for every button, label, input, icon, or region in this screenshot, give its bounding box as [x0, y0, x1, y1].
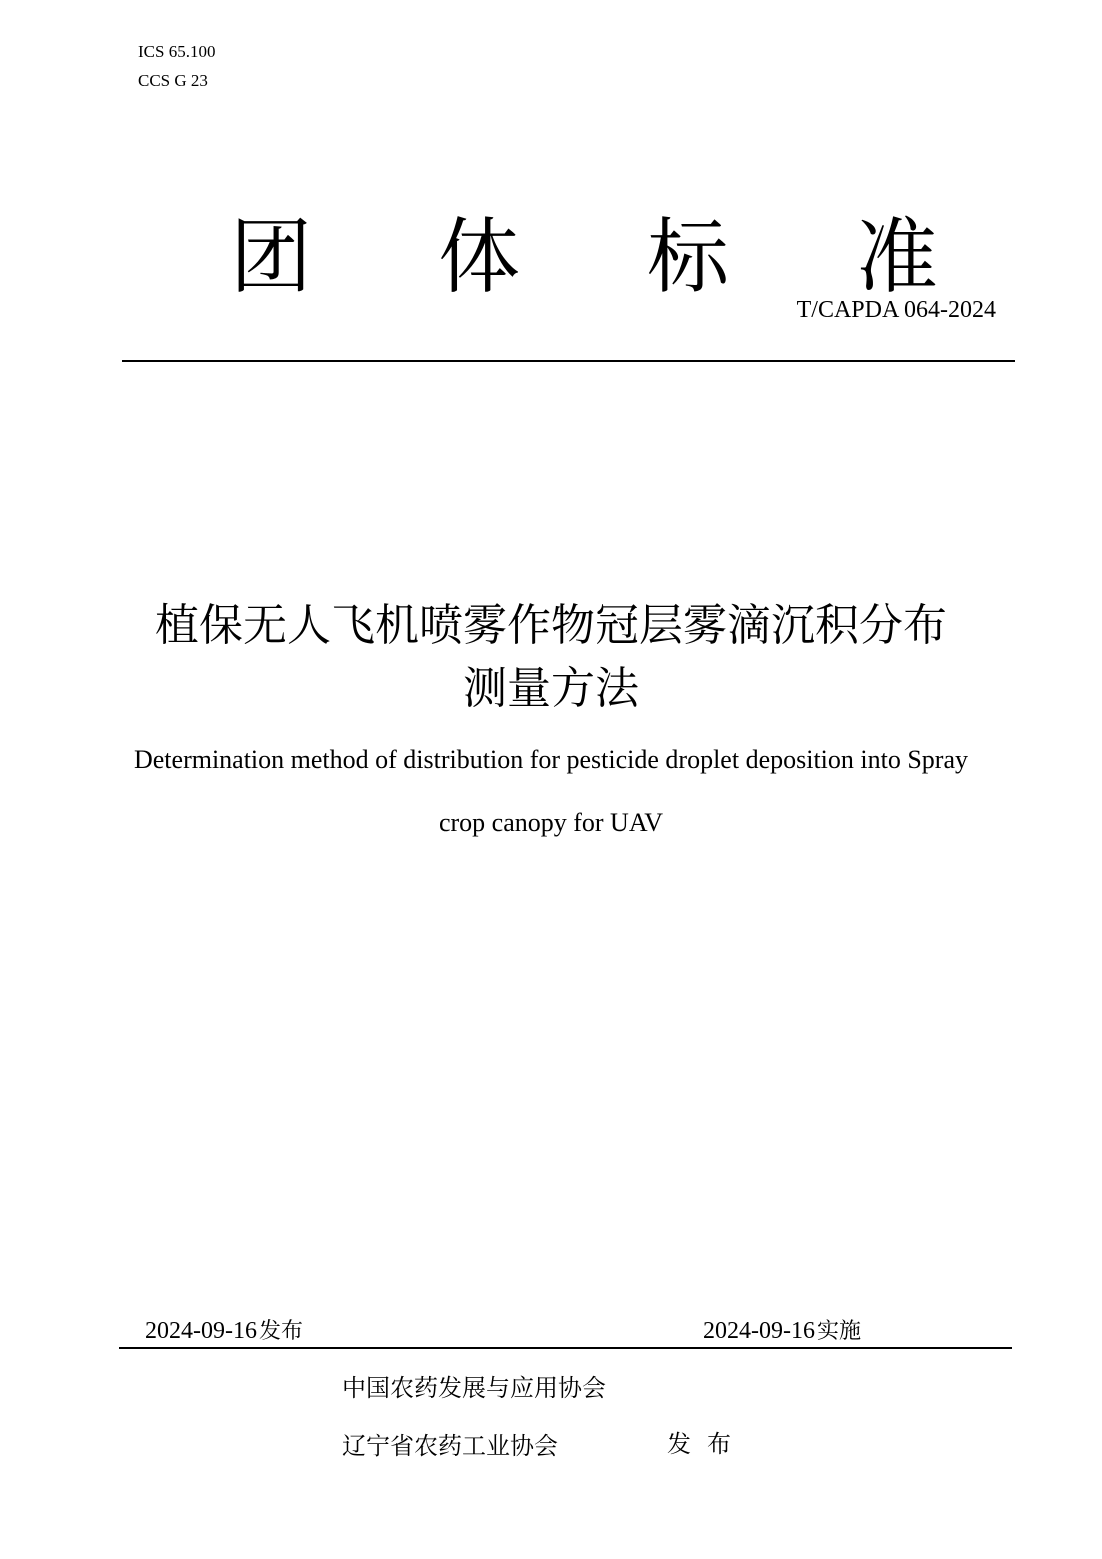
publish-date-value: 2024-09-16 — [145, 1318, 257, 1344]
issuer-org-2: 辽宁省农药工业协会 — [342, 1432, 558, 1460]
implement-date-label: 实施 — [816, 1319, 861, 1344]
standard-type-char-2: 体 — [438, 210, 521, 305]
standard-code: T/CAPDA 064-2024 — [796, 297, 996, 323]
standard-type-char-1: 团 — [230, 210, 313, 305]
issuer-org-1: 中国农药发展与应用协会 — [342, 1374, 606, 1402]
standard-type-char-3: 标 — [647, 210, 730, 305]
implement-date — [703, 1316, 861, 1347]
issue-label: 发布 — [667, 1430, 747, 1458]
standard-type-char-4: 准 — [856, 210, 939, 305]
publish-date — [145, 1316, 303, 1347]
title-cn-line-2: 测量方法 — [463, 663, 639, 714]
title-en-line-1: Determination method of distribution for pesticide droplet deposition into Spray — [133, 745, 969, 774]
title-cn-line-1: 植保无人飞机喷雾作物冠层雾滴沉积分布 — [155, 600, 947, 651]
publish-date-label: 发布 — [258, 1319, 303, 1344]
bottom-divider — [119, 1347, 1012, 1349]
ics-code: ICS 65.100 — [138, 42, 216, 61]
implement-date-value: 2024-09-16 — [703, 1318, 815, 1344]
title-en-line-2: crop canopy for UAV — [438, 808, 664, 837]
top-divider — [122, 360, 1015, 362]
ccs-code: CCS G 23 — [138, 71, 208, 90]
